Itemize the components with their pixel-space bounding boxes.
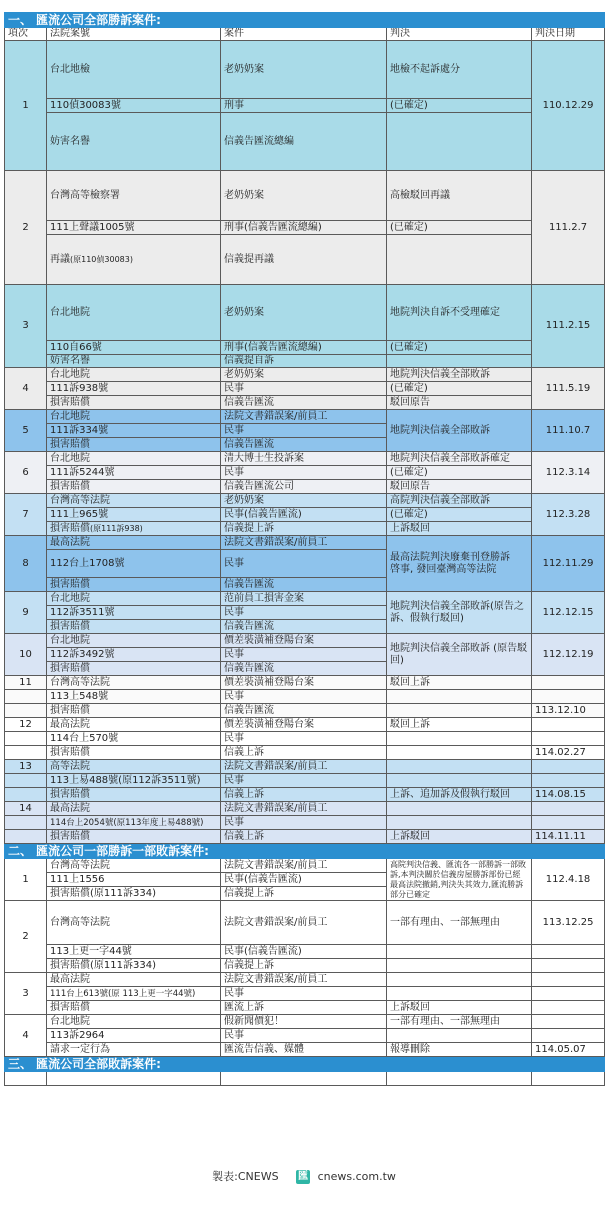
case-name: 法院文書錯誤案/前員工 (221, 859, 387, 873)
case-category: 民事 (221, 987, 387, 1001)
table-row (5, 99, 605, 113)
table-row (5, 1015, 605, 1029)
table-row (5, 536, 605, 550)
case-index: 12 (5, 718, 47, 732)
table-row (5, 901, 605, 945)
table-row (5, 41, 605, 99)
table-row (5, 221, 605, 235)
case-number: 113上更一字44號 (47, 945, 221, 959)
court-name: 台灣高等法院 (47, 859, 221, 873)
judgment-status: (已確定) (387, 221, 532, 235)
table-row (5, 760, 605, 774)
case-parties: 信義提上訴 (221, 522, 387, 536)
case-name: 老奶奶案 (221, 41, 387, 99)
table-row (5, 746, 605, 760)
case-index: 13 (5, 760, 47, 774)
case-number: 111訴334號 (47, 424, 221, 438)
court-name: 台北地檢 (47, 41, 221, 99)
judgment-result: 駁回原告 (387, 480, 532, 494)
table-row (5, 508, 605, 522)
judgment-date: 110.12.29 (532, 41, 605, 171)
header-case-number: 法院案號 (47, 28, 221, 41)
table-row (5, 774, 605, 788)
case-type: 損害賠償(原111訴334) (47, 959, 221, 973)
judgment-text: 駁回上訴 (387, 676, 532, 690)
case-parties: 信義告匯流總編 (221, 113, 387, 171)
court-name: 台灣高等法院 (47, 901, 221, 945)
case-parties: 信義上訴 (221, 788, 387, 802)
judgment-text: 地檢不起訴處分 (387, 41, 532, 99)
case-number: 112台上1708號 (47, 550, 221, 578)
table-row (5, 718, 605, 732)
judgment-date: 112.3.28 (532, 494, 605, 536)
judgment-text: 地院判決信義全部敗訴 (387, 368, 532, 382)
judgment-date: 113.12.10 (532, 704, 605, 718)
case-name: 價差裝潢補登陽台案 (221, 718, 387, 732)
case-category: 民事 (221, 382, 387, 396)
case-type: 損害賠償 (47, 662, 221, 676)
table-row (5, 859, 605, 873)
case-category: 民事 (221, 1029, 387, 1043)
case-category: 民事(信義告匯流) (221, 945, 387, 959)
judgment-status: (已確定) (387, 99, 532, 113)
case-category: 刑事 (221, 99, 387, 113)
judgment-text: 上訴駁回 (387, 1001, 532, 1015)
table-row (5, 676, 605, 690)
judgment-date: 111.2.7 (532, 171, 605, 285)
table-row (5, 732, 605, 746)
judgment-text: 一部有理由、一部無理由 (387, 901, 532, 945)
case-index: 4 (5, 368, 47, 410)
table-row (5, 480, 605, 494)
case-name: 價差裝潢補登陽台案 (221, 634, 387, 648)
case-type: 妨害名譽 (47, 113, 221, 171)
judgment-status: (已確定) (387, 341, 532, 355)
case-type: 損害賠償 (47, 578, 221, 592)
table-row (5, 355, 605, 368)
judgment-status: (已確定) (387, 466, 532, 480)
table-row (5, 830, 605, 844)
table-row (5, 802, 605, 816)
judgment-text: 高檢駁回再議 (387, 171, 532, 221)
court-name: 台北地院 (47, 634, 221, 648)
case-name: 老奶奶案 (221, 285, 387, 341)
court-name: 台北地院 (47, 592, 221, 606)
section-header-1: 一、 匯流公司全部勝訴案件: (5, 13, 605, 28)
footer (4, 1168, 604, 1184)
judgment-date: 112.11.29 (532, 536, 605, 592)
court-name: 高等法院 (47, 760, 221, 774)
case-category: 民事 (221, 606, 387, 620)
case-type: 損害賠償 (47, 704, 221, 718)
table-row (5, 592, 605, 606)
judgment-date: 113.12.25 (532, 901, 605, 945)
case-index: 2 (5, 901, 47, 973)
case-number: 113訴2964 (47, 1029, 221, 1043)
judgment-text: 上訴駁回 (387, 830, 532, 844)
case-parties: 信義提再議 (221, 235, 387, 285)
case-category: 民事(信義告匯流) (221, 508, 387, 522)
case-category: 民事 (221, 732, 387, 746)
court-name: 台北地院 (47, 1015, 221, 1029)
case-number: 112訴3511號 (47, 606, 221, 620)
case-parties: 信義提上訴 (221, 887, 387, 901)
case-number: 111台上613號(原 113上更一字44號) (47, 987, 221, 1001)
table-row (5, 171, 605, 221)
court-name: 最高法院 (47, 718, 221, 732)
case-index: 8 (5, 536, 47, 592)
case-parties: 信義提上訴 (221, 959, 387, 973)
case-index: 7 (5, 494, 47, 536)
table-row (5, 113, 605, 171)
table-row (5, 704, 605, 718)
court-name: 台灣高等法院 (47, 676, 221, 690)
case-category: 刑事(信義告匯流總編) (221, 221, 387, 235)
case-name: 范前員工損害金案 (221, 592, 387, 606)
case-number: 111上1556 (47, 873, 221, 887)
case-parties: 信義上訴 (221, 746, 387, 760)
case-category: 民事 (221, 690, 387, 704)
case-name: 老奶奶案 (221, 368, 387, 382)
table-row (5, 494, 605, 508)
judgment-date: 114.08.15 (532, 788, 605, 802)
judgment-text: 地院判決自訴不受理確定 (387, 285, 532, 341)
case-parties: 信義告匯流 (221, 578, 387, 592)
table-row (5, 690, 605, 704)
case-type: 妨害名譽 (47, 355, 221, 368)
judgment-date: 112.12.15 (532, 592, 605, 634)
judgment-date: 114.02.27 (532, 746, 605, 760)
court-name: 台灣高等檢察署 (47, 171, 221, 221)
case-number: 114台上570號 (47, 732, 221, 746)
case-index: 10 (5, 634, 47, 676)
case-number: 111上聲議1005號 (47, 221, 221, 235)
table-row (5, 634, 605, 648)
case-index: 5 (5, 410, 47, 452)
court-name: 最高法院 (47, 973, 221, 987)
judgment-date: 111.2.15 (532, 285, 605, 368)
judgment-date: 111.10.7 (532, 410, 605, 452)
footer-credit: 製表:CNEWS (212, 1170, 279, 1183)
case-category: 民事 (221, 550, 387, 578)
table-row (5, 341, 605, 355)
table-row (5, 382, 605, 396)
case-number: 111上965號 (47, 508, 221, 522)
case-index: 11 (5, 676, 47, 690)
case-parties: 信義告匯流 (221, 704, 387, 718)
case-type: 請求一定行為 (47, 1043, 221, 1057)
header-judgment: 判決 (387, 28, 532, 41)
section-header-2: 二、 匯流公司一部勝訴一部敗訴案件: (5, 844, 605, 859)
table-row (5, 466, 605, 480)
case-type: 損害賠償(原111訴334) (47, 887, 221, 901)
judgment-text: 地院判決信義全部敗訴確定 (387, 452, 532, 466)
table-row (5, 973, 605, 987)
table-row (5, 368, 605, 382)
case-table-container (4, 12, 604, 1183)
header-index: 項次 (5, 28, 47, 41)
court-name: 最高法院 (47, 536, 221, 550)
case-type: 損害賠償 (47, 480, 221, 494)
judgment-date: 112.4.18 (532, 859, 605, 901)
case-name: 法院文書錯誤案/前員工 (221, 802, 387, 816)
table-row (5, 1029, 605, 1043)
judgment-text: 高院判決信義、匯流各一部勝訴一部敗訴,本判決關於信義房屋勝訴部份已經最高法院撤銷,判決失其效力,匯流勝訴部分已確定 (387, 859, 532, 901)
table-row (5, 522, 605, 536)
table-row (5, 788, 605, 802)
table-row (5, 1001, 605, 1015)
case-parties: 匯流告信義、媒體 (221, 1043, 387, 1057)
judgment-text: 地院判決信義全部敗訴 (387, 410, 532, 452)
table-row (5, 987, 605, 1001)
court-name: 台北地院 (47, 410, 221, 424)
table-row (5, 959, 605, 973)
cnews-logo-icon: 匯 (298, 1171, 309, 1182)
case-category: 民事 (221, 774, 387, 788)
case-type: 損害賠償 (47, 396, 221, 410)
table-row (5, 816, 605, 830)
case-name: 清大博士生投訴案 (221, 452, 387, 466)
column-header-row (5, 28, 605, 41)
case-parties: 信義上訴 (221, 830, 387, 844)
case-type: 損害賠償(原111訴938) (47, 522, 221, 536)
case-name: 假新聞價犯！ (221, 1015, 387, 1029)
table-row (5, 396, 605, 410)
case-name: 法院文書錯誤案/前員工 (221, 760, 387, 774)
case-type: 損害賠償 (47, 438, 221, 452)
case-number: 111訴5244號 (47, 466, 221, 480)
judgment-text: 最高法院判決廢棄刊登勝訴 啓事, 發回臺灣高等法院 (387, 536, 532, 592)
case-number: 110偵30083號 (47, 99, 221, 113)
case-index: 2 (5, 171, 47, 285)
case-number: 112訴3492號 (47, 648, 221, 662)
table-row (5, 285, 605, 341)
table-row (5, 1072, 605, 1086)
case-name: 法院文書錯誤案/前員工 (221, 536, 387, 550)
case-type: 損害賠償 (47, 830, 221, 844)
case-number: 113上548號 (47, 690, 221, 704)
header-date: 判決日期 (532, 28, 605, 41)
case-index: 1 (5, 41, 47, 171)
judgment-date: 112.3.14 (532, 452, 605, 494)
judgment-text: 高院判決信義全部敗訴 (387, 494, 532, 508)
case-parties: 信義告匯流 (221, 620, 387, 634)
case-parties: 匯流上訴 (221, 1001, 387, 1015)
judgment-result: 上訴駁回 (387, 522, 532, 536)
case-category: 民事 (221, 816, 387, 830)
judgment-date: 111.5.19 (532, 368, 605, 410)
case-number: 110自66號 (47, 341, 221, 355)
case-category: 民事(信義告匯流) (221, 873, 387, 887)
judgment-text: 駁回上訴 (387, 718, 532, 732)
case-index: 6 (5, 452, 47, 494)
court-name: 台灣高等法院 (47, 494, 221, 508)
table-row (5, 452, 605, 466)
case-parties: 信義告匯流 (221, 438, 387, 452)
footer-site: cnews.com.tw (317, 1170, 396, 1183)
case-index: 1 (5, 859, 47, 901)
case-name: 法院文書錯誤案/前員工 (221, 973, 387, 987)
case-type: 損害賠償 (47, 788, 221, 802)
case-index: 4 (5, 1015, 47, 1057)
case-parties: 信義提自訴 (221, 355, 387, 368)
case-index: 3 (5, 973, 47, 1015)
table-row (5, 945, 605, 959)
judgment-status: (已確定) (387, 382, 532, 396)
case-category: 刑事(信義告匯流總編) (221, 341, 387, 355)
case-name: 老奶奶案 (221, 171, 387, 221)
court-name: 台北地院 (47, 452, 221, 466)
case-parties: 信義告匯流公司 (221, 480, 387, 494)
case-number: 114台上2054號(原113年度上易488號) (47, 816, 221, 830)
table-row (5, 410, 605, 424)
court-case-table (4, 12, 605, 1086)
judgment-text: 一部有理由、一部無理由 (387, 1015, 532, 1029)
case-index: 9 (5, 592, 47, 634)
judgment-text: 上訴、追加訴及假執行駁回 (387, 788, 532, 802)
case-type: 損害賠償 (47, 746, 221, 760)
judgment-result: 報導刪除 (387, 1043, 532, 1057)
case-category: 民事 (221, 466, 387, 480)
court-name: 台北地院 (47, 285, 221, 341)
section-header-3: 三、 匯流公司全部敗訴案件: (5, 1057, 605, 1072)
case-type: 再議(原110偵30083) (47, 235, 221, 285)
case-name: 老奶奶案 (221, 494, 387, 508)
case-number: 111訴938號 (47, 382, 221, 396)
case-category: 民事 (221, 648, 387, 662)
judgment-date: 114.11.11 (532, 830, 605, 844)
judgment-text: 地院判決信義全部敗訴 (原告駁回) (387, 634, 532, 676)
case-category: 民事 (221, 424, 387, 438)
case-type: 損害賠償 (47, 1001, 221, 1015)
case-number: 113上易488號(原112訴3511號) (47, 774, 221, 788)
judgment-status: (已確定) (387, 508, 532, 522)
table-row (5, 1043, 605, 1057)
judgment-date: 114.05.07 (532, 1043, 605, 1057)
case-name: 法院文書錯誤案/前員工 (221, 901, 387, 945)
header-case: 案件 (221, 28, 387, 41)
judgment-result: 駁回原告 (387, 396, 532, 410)
judgment-text: 地院判決信義全部敗訴(原告之訴、假執行駁回) (387, 592, 532, 634)
table-row (5, 235, 605, 285)
case-parties: 信義告匯流 (221, 662, 387, 676)
judgment-date: 112.12.19 (532, 634, 605, 676)
case-index: 14 (5, 802, 47, 816)
case-name: 法院文書錯誤案/前員工 (221, 410, 387, 424)
case-name: 價差裝潢補登陽台案 (221, 676, 387, 690)
court-name: 台北地院 (47, 368, 221, 382)
case-type: 損害賠償 (47, 620, 221, 634)
court-name: 最高法院 (47, 802, 221, 816)
case-index: 3 (5, 285, 47, 368)
case-parties: 信義告匯流 (221, 396, 387, 410)
